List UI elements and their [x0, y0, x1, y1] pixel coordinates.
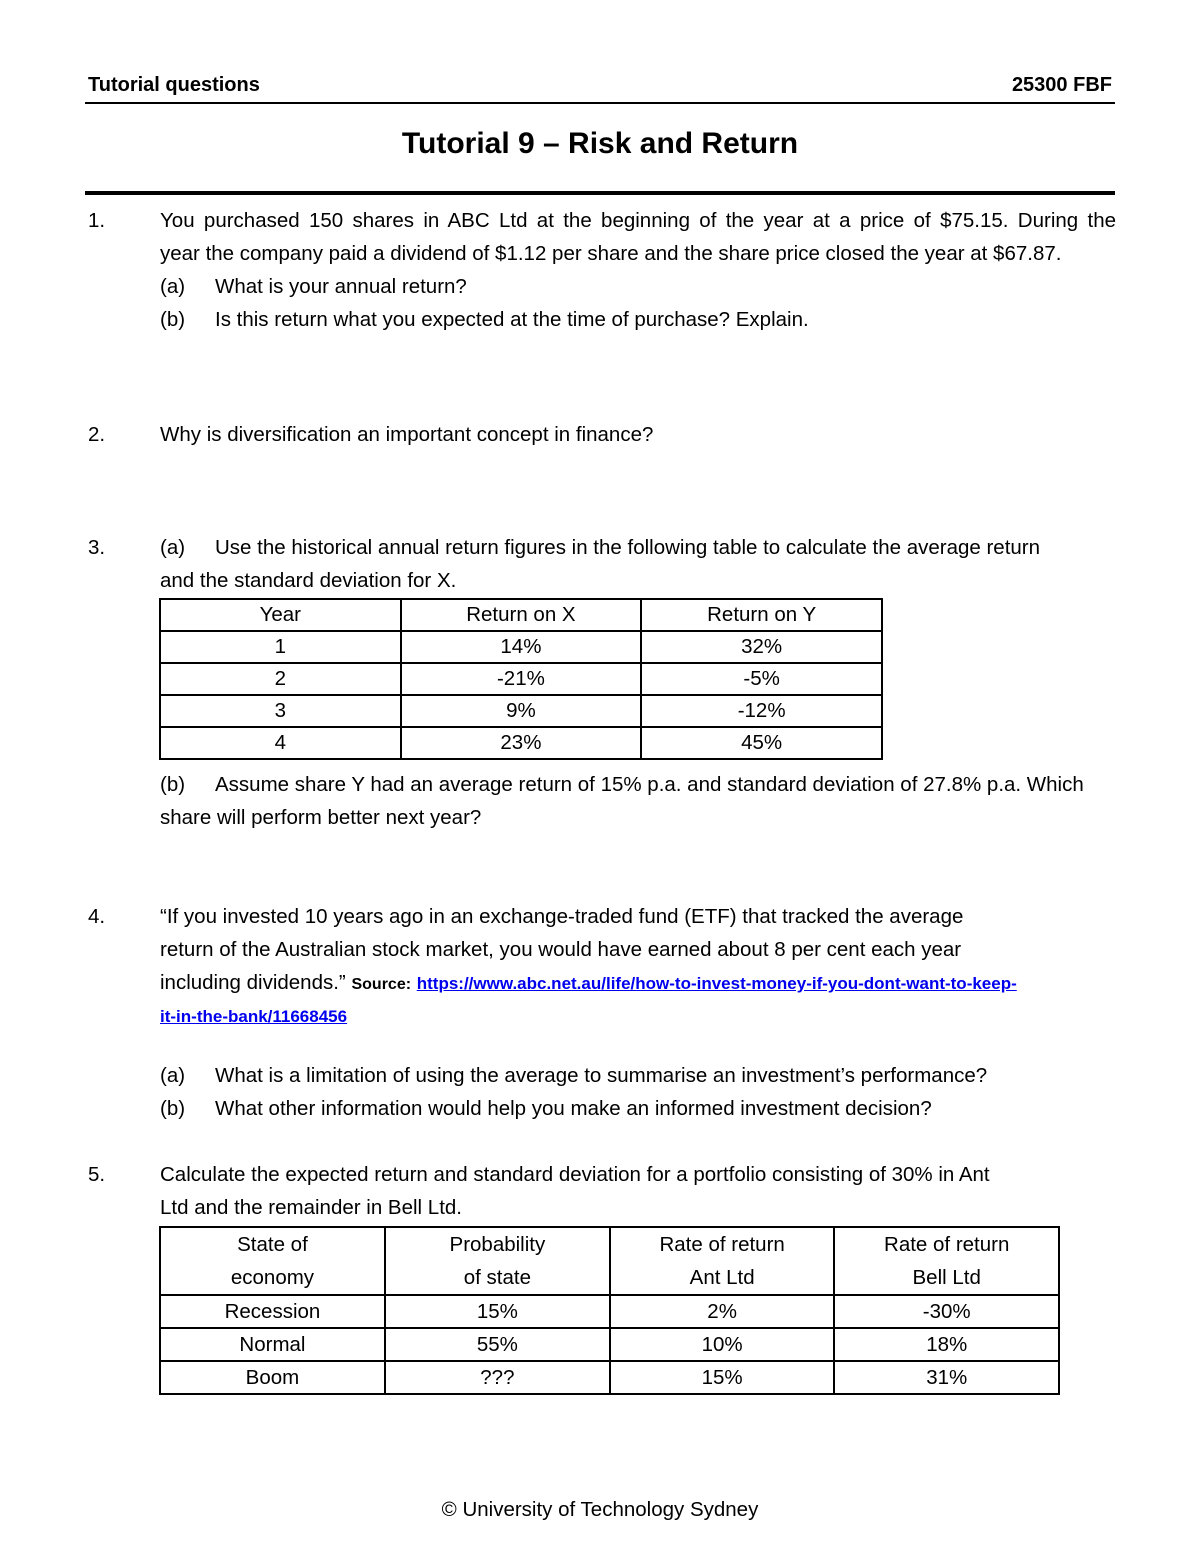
returns-table [159, 598, 883, 760]
table-cell: 1 [160, 631, 401, 663]
sub-question-a [160, 531, 1116, 564]
table-row [160, 663, 882, 695]
sub-question-label: (b) [160, 308, 186, 331]
table-row [160, 1328, 1059, 1361]
sub-question-text: Assume share Y had an average return of 15% p.a. and standard deviation of 27.8% p.a. Which [215, 773, 1084, 796]
table-cell: 15% [610, 1361, 835, 1394]
sub-question-b [160, 1092, 1116, 1125]
table-cell: 18% [834, 1328, 1059, 1361]
question-number: 4. [88, 905, 106, 928]
quote-end-text: including dividends.” [160, 971, 346, 994]
header-line: economy [230, 1266, 315, 1289]
sub-question-label: (b) [160, 773, 186, 796]
table-cell: 4 [160, 727, 401, 759]
question-1 [88, 204, 1116, 336]
table-cell: -21% [401, 663, 642, 695]
table-cell: -12% [641, 695, 882, 727]
table-header-cell [834, 1227, 1059, 1295]
question-3 [88, 531, 1116, 597]
question-number: 5. [88, 1163, 106, 1186]
question-4 [88, 900, 1116, 1032]
table-header-cell [610, 1227, 835, 1295]
sub-question-text: Use the historical annual return figures in the following table to calculate the average return [215, 536, 1041, 559]
sub-question-a [160, 270, 1116, 303]
header-line: Bell Ltd [912, 1266, 981, 1289]
question-4-subparts [88, 1059, 1116, 1125]
table-cell: 45% [641, 727, 882, 759]
question-text-line [160, 966, 1116, 1001]
sub-question-text: What other information would help you make an informed investment decision? [215, 1097, 932, 1120]
header-divider [85, 102, 1115, 104]
header-line: Rate of return [659, 1233, 785, 1256]
sub-question-label: (b) [160, 1097, 186, 1120]
table-row [160, 727, 882, 759]
table-row [160, 1361, 1059, 1394]
economy-states-table [159, 1226, 1060, 1395]
question-text-line: Calculate the expected return and standard deviation for a portfolio consisting of 30% in Ant [160, 1163, 990, 1186]
sub-question-label: (a) [160, 275, 186, 298]
table-header-cell: Year [160, 599, 401, 631]
header-course-label: Tutorial questions [88, 74, 260, 96]
table-row [160, 695, 882, 727]
question-text-line: Ltd and the remainder in Bell Ltd. [160, 1196, 462, 1219]
title-divider [85, 191, 1115, 195]
table-cell: Boom [160, 1361, 385, 1394]
header-line: Rate of return [884, 1233, 1010, 1256]
table-header-row [160, 1227, 1059, 1295]
table-header-cell: Return on X [401, 599, 642, 631]
header-course-code: 25300 FBF [1011, 74, 1112, 96]
sub-question-text: Is this return what you expected at the time of purchase? Explain. [215, 308, 809, 331]
table-cell: 32% [641, 631, 882, 663]
table-cell: 10% [610, 1328, 835, 1361]
question-3-part-b [88, 768, 1116, 834]
question-text-line: year the company paid a dividend of $1.12 per share and the share price closed the year at $67.87. [160, 242, 1062, 265]
sub-question-text: What is a limitation of using the average to summarise an investment’s performance? [215, 1064, 988, 1087]
table-cell: Normal [160, 1328, 385, 1361]
table-header-cell: Return on Y [641, 599, 882, 631]
table-cell: ??? [385, 1361, 610, 1394]
header-line: Ant Ltd [689, 1266, 755, 1289]
question-number: 3. [88, 536, 106, 559]
sub-question-b [160, 768, 1116, 801]
page-title: Tutorial 9 – Risk and Return [401, 127, 799, 160]
question-5 [88, 1158, 1116, 1224]
question-text-line: “If you invested 10 years ago in an exchange-traded fund (ETF) that tracked the average [160, 905, 964, 928]
header-line: of state [463, 1266, 531, 1289]
table-cell: 23% [401, 727, 642, 759]
question-text-line: return of the Australian stock market, you would have earned about 8 per cent each year [160, 938, 962, 961]
copyright-footer: © University of Technology Sydney [441, 1498, 759, 1521]
table-cell: 14% [401, 631, 642, 663]
table-cell: 15% [385, 1295, 610, 1328]
table-cell: 2% [610, 1295, 835, 1328]
table-cell: 2 [160, 663, 401, 695]
table-header-row [160, 599, 882, 631]
sub-question-label: (a) [160, 536, 186, 559]
table-cell: 55% [385, 1328, 610, 1361]
source-label: Source: [351, 976, 412, 993]
table-header-cell [160, 1227, 385, 1295]
source-link[interactable]: https://www.abc.net.au/life/how-to-invest-money-if-you-dont-want-to-keep- [416, 974, 1017, 993]
header-line: Probability [449, 1233, 546, 1256]
table-cell: 31% [834, 1361, 1059, 1394]
table-header-cell [385, 1227, 610, 1295]
sub-question-a [160, 1059, 1116, 1092]
table-row [160, 1295, 1059, 1328]
question-text-line: Why is diversification an important concept in finance? [160, 423, 654, 446]
question-number: 1. [88, 209, 106, 232]
sub-question-label: (a) [160, 1064, 186, 1087]
table-cell: 3 [160, 695, 401, 727]
table-cell: -30% [834, 1295, 1059, 1328]
question-text-line: and the standard deviation for X. [160, 569, 457, 592]
source-link-continued[interactable]: it-in-the-bank/11668456 [160, 1007, 348, 1026]
question-text-line: You purchased 150 shares in ABC Ltd at the beginning of the year at a price of $75.15. During the [160, 209, 1116, 232]
table-row [160, 631, 882, 663]
sub-question-text: What is your annual return? [215, 275, 467, 298]
table-cell: 9% [401, 695, 642, 727]
header-line: State of [237, 1233, 308, 1256]
question-2 [88, 418, 1116, 451]
question-text-line: share will perform better next year? [160, 806, 482, 829]
sub-question-b [160, 303, 1116, 336]
question-number: 2. [88, 423, 106, 446]
table-cell: Recession [160, 1295, 385, 1328]
table-cell: -5% [641, 663, 882, 695]
